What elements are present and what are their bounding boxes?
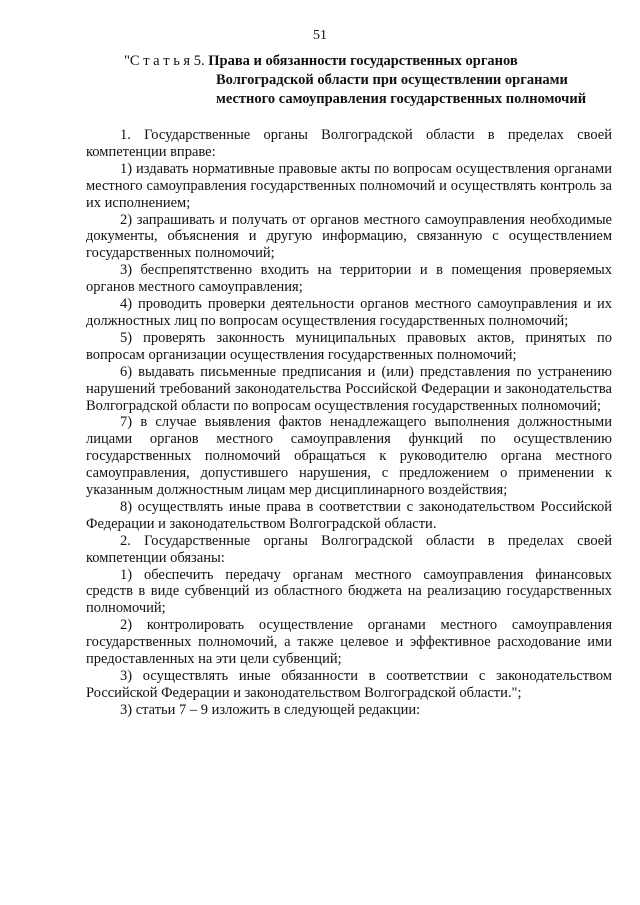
paragraph-duty-1: 1) обеспечить передачу органам местного самоуправления финансовых средств в виде субвенций из областного бюджета на реализацию государственных полномочий; <box>86 566 612 617</box>
paragraph-right-1: 1) издавать нормативные правовые акты по вопросам осуществления органами местного самоуправления государственных полномочий и осуществлять контроль за их исполнением; <box>86 160 612 211</box>
article-body <box>86 127 612 719</box>
paragraph-right-6: 6) выдавать письменные предписания и (или) представления по устранению нарушений требований законодательства Российской Федерации и законодательства Волгоградской области по вопросам осуществления государственных полномочий; <box>86 363 612 414</box>
paragraph-part-1-intro: 1. Государственные органы Волгоградской области в пределах своей компетенции вправе: <box>86 127 612 160</box>
paragraph-right-7: 7) в случае выявления фактов ненадлежащего выполнения должностными лицами органов местного самоуправления функций по осуществлению государственных полномочий обращаться к руководителю органа местного самоуправления, допустившего нарушения, с предложением о применении к указанным должностным лицам мер дисциплинарного воздействия; <box>86 414 612 499</box>
paragraph-amendment-3: 3) статьи 7 – 9 изложить в следующей редакции: <box>120 701 421 718</box>
article-title-line-1: Права и обязанности государственных органов <box>208 53 518 69</box>
page-number: 51 <box>313 28 327 43</box>
paragraph-right-5: 5) проверять законность муниципальных правовых актов, принятых по вопросам организации осуществления государственных полномочий; <box>86 329 612 363</box>
paragraph-right-3: 3) беспрепятственно входить на территории и в помещения проверяемых органов местного самоуправления; <box>86 262 612 296</box>
paragraph-right-2: 2) запрашивать и получать от органов местного самоуправления необходимые документы, объяснения и другую информацию, связанную с осуществлением государственных полномочий; <box>86 211 612 262</box>
paragraph-right-8: 8) осуществлять иные права в соответствии с законодательством Российской Федерации и законодательством Волгоградской области. <box>86 498 612 532</box>
paragraph-part-2-intro: 2. Государственные органы Волгоградской области в пределах своей компетенции обязаны: <box>86 532 612 566</box>
article-heading <box>124 52 624 109</box>
article-number: "С т а т ь я 5. <box>124 53 205 69</box>
article-heading-first-row <box>124 52 624 71</box>
article-title-line-2: Волгоградской области при осуществлении органами <box>216 72 568 88</box>
paragraph-duty-3: 3) осуществлять иные обязанности в соответствии с законодательством Российской Федерации и законодательством Волгоградской области."; <box>86 668 612 701</box>
article-title-line-3: местного самоуправления государственных полномочий <box>216 91 587 107</box>
paragraph-right-4: 4) проводить проверки деятельности органов местного самоуправления и их должностных лиц по вопросам осуществления государственных полномочий; <box>86 296 612 329</box>
paragraph-duty-2: 2) контролировать осуществление органами местного самоуправления государственных полномочий, а также целевое и эффективное расходование ими предоставленных на эти цели субвенций; <box>86 617 612 668</box>
